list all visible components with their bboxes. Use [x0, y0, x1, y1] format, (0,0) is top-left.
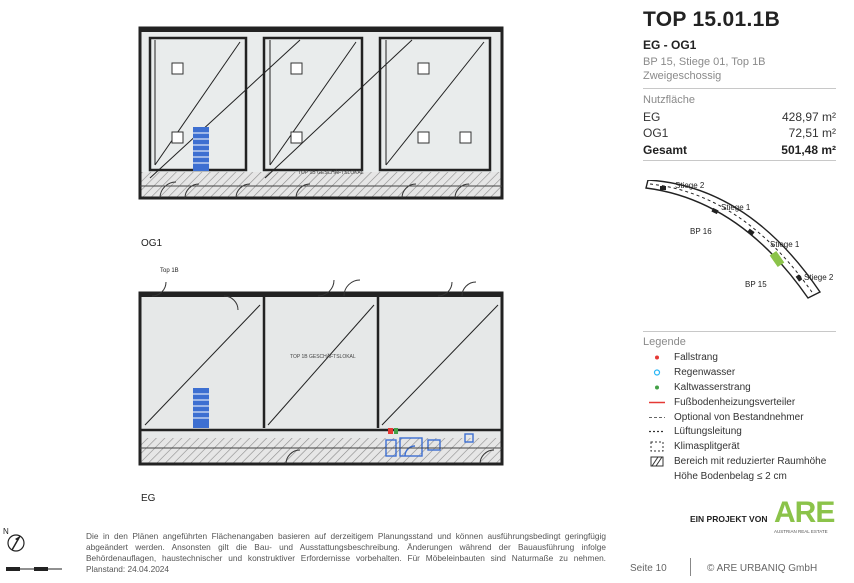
eg-label: EG: [141, 493, 156, 504]
footer-divider: [690, 558, 691, 576]
legend-heading: Legende: [643, 336, 686, 348]
dot-green-icon: [648, 381, 666, 394]
disclaimer-text: Die in den Plänen angeführten Flächenangaben basieren auf derzeitigem Planungsstand und können ausführungsbedingt geringfügig abgeändert werden. Ansonsten gilt die Bau- und Ausstattungsbeschreibung. Änderungen während der Bauausführung infolge Behördenauflagen, haustechnischer und konstruktiver Erfordernisse vorbehalten. Für Möbeleinbauten sind Naturmaße zu nehmen. Planstand: 24.04.2024: [86, 531, 606, 574]
unit-floors: EG - OG1: [643, 38, 697, 52]
project-by-label: EIN PROJEKT VON: [690, 514, 768, 524]
eg-room-label: TOP 1B GESCHÄFTSLOKAL: [290, 354, 356, 360]
compass-north-label: N: [3, 527, 9, 536]
keymap-label: Stiege 1: [770, 240, 800, 249]
are-logo-subtitle: AUSTRIAN REAL ESTATE: [774, 529, 828, 534]
keymap-label: Stiege 2: [804, 273, 834, 282]
unit-title: TOP 15.01.1B: [643, 8, 781, 31]
keymap-label: BP 16: [690, 227, 712, 236]
are-logo: ARE: [774, 496, 835, 529]
dashed-box-icon: [648, 440, 666, 453]
keymap-label: BP 15: [745, 280, 767, 289]
og1-label: OG1: [141, 238, 163, 249]
top-tag: Top 1B: [160, 268, 179, 274]
dashed-line-icon: [648, 411, 666, 424]
og1-room-label: TOP 1B GESCHÄFTSLOKAL: [298, 170, 364, 176]
divider: [643, 160, 836, 161]
area-label: EG: [643, 110, 661, 124]
unit-type: Zweigeschossig: [643, 70, 722, 82]
area-total-label: Gesamt: [643, 143, 688, 157]
area-label: OG1: [643, 126, 669, 140]
hatch-box-icon: [648, 455, 666, 468]
keymap-label: Stiege 1: [721, 203, 751, 212]
divider: [643, 88, 836, 89]
area-value: 72,51 m²: [788, 126, 836, 140]
unit-location: BP 15, Stiege 01, Top 1B: [643, 56, 766, 68]
site-key-map: [640, 180, 830, 310]
area-total-value: 501,48 m²: [781, 143, 836, 157]
dashed-dark-line-icon: [648, 425, 666, 438]
areas-heading: Nutzfläche: [643, 94, 695, 106]
dot-red-icon: [648, 351, 666, 364]
compass-and-scale: [0, 528, 80, 576]
circle-blue-icon: [648, 366, 666, 379]
keymap-label: Stiege 2: [675, 181, 705, 190]
eg-plan: [140, 280, 502, 464]
area-value: 428,97 m²: [781, 110, 836, 124]
copyright: © ARE URBANIQ GmbH: [707, 563, 818, 574]
red-line-icon: [648, 396, 666, 409]
divider: [643, 331, 836, 332]
page-number: Seite 10: [630, 563, 667, 574]
